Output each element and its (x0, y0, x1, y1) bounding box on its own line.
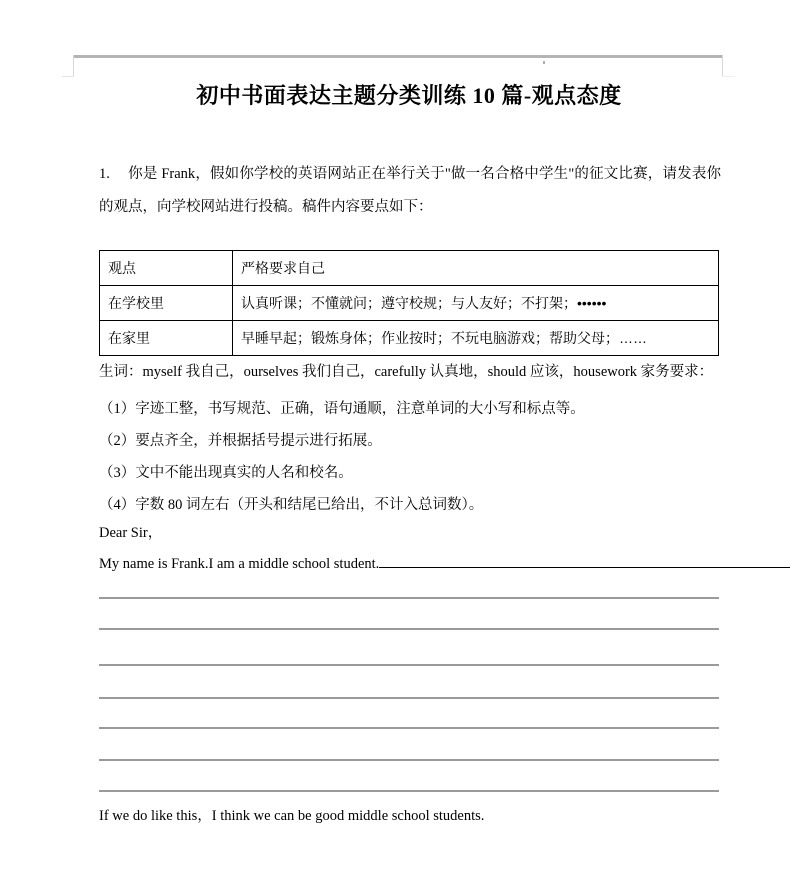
page-title: 初中书面表达主题分类训练 10 篇-观点态度 (196, 83, 622, 108)
table-row (100, 321, 719, 356)
writing-line (99, 664, 719, 666)
prompt-text: 你是 Frank，假如你学校的英语网站正在举行关于"做一名合格中学生"的征文比赛，请发表你的观点，向学校网站进行投稿。稿件内容要点如下： (99, 166, 721, 215)
margin-guide-right-foot (722, 76, 735, 77)
table-cell-content: 早睡早起；锻炼身体；作业按时；不玩电脑游戏；帮助父母；…… (233, 321, 719, 356)
letter-salutation: Dear Sir， (99, 525, 163, 541)
margin-guide-left-foot (62, 76, 74, 77)
writing-line (99, 628, 719, 630)
prompt-paragraph (99, 158, 721, 224)
table-row (100, 286, 719, 321)
writing-line (99, 790, 719, 792)
table-cell-label: 观点 (100, 251, 233, 286)
table-cell-label: 在学校里 (100, 286, 233, 321)
header-artifact-dot (543, 61, 545, 64)
page-header-rule (73, 55, 723, 58)
table-cell-content: 严格要求自己 (233, 251, 719, 286)
list-item: （1）字迹工整，书写规范、正确，语句通顺，注意单词的大小写和标点等。 (99, 401, 585, 417)
vocabulary-line: 生词：myself 我自己，ourselves 我们自己，carefully 认真地，should 应该，housework 家务要求： (99, 364, 714, 380)
requirements-list (99, 393, 721, 521)
letter-opening-text: My name is Frank.I am a middle school student. (99, 556, 380, 572)
writing-line (99, 697, 719, 699)
margin-guide-right (722, 55, 723, 77)
requirements-table (99, 250, 719, 356)
writing-line (99, 597, 719, 599)
table-row (100, 251, 719, 286)
prompt-list-marker: 1. (99, 166, 110, 182)
writing-line (99, 759, 719, 761)
letter-closing-line: If we do like this，I think we can be good middle school students. (99, 808, 485, 824)
letter-opening-line (99, 553, 721, 575)
writing-line (99, 727, 719, 729)
list-item: （2）要点齐全，并根据括号提示进行拓展。 (99, 433, 382, 449)
table-cell-content: 认真听课；不懂就问；遵守校规；与人友好；不打架；•••••• (233, 286, 719, 321)
requirements-table-body (100, 251, 719, 356)
table-cell-label: 在家里 (100, 321, 233, 356)
list-item: （3）文中不能出现真实的人名和校名。 (99, 465, 353, 481)
list-item: （4）字数 80 词左右（开头和结尾已给出，不计入总词数）。 (99, 497, 484, 513)
opening-fill-rule (379, 556, 790, 568)
margin-guide-left (73, 55, 74, 77)
blank-writing-lines (99, 596, 719, 796)
